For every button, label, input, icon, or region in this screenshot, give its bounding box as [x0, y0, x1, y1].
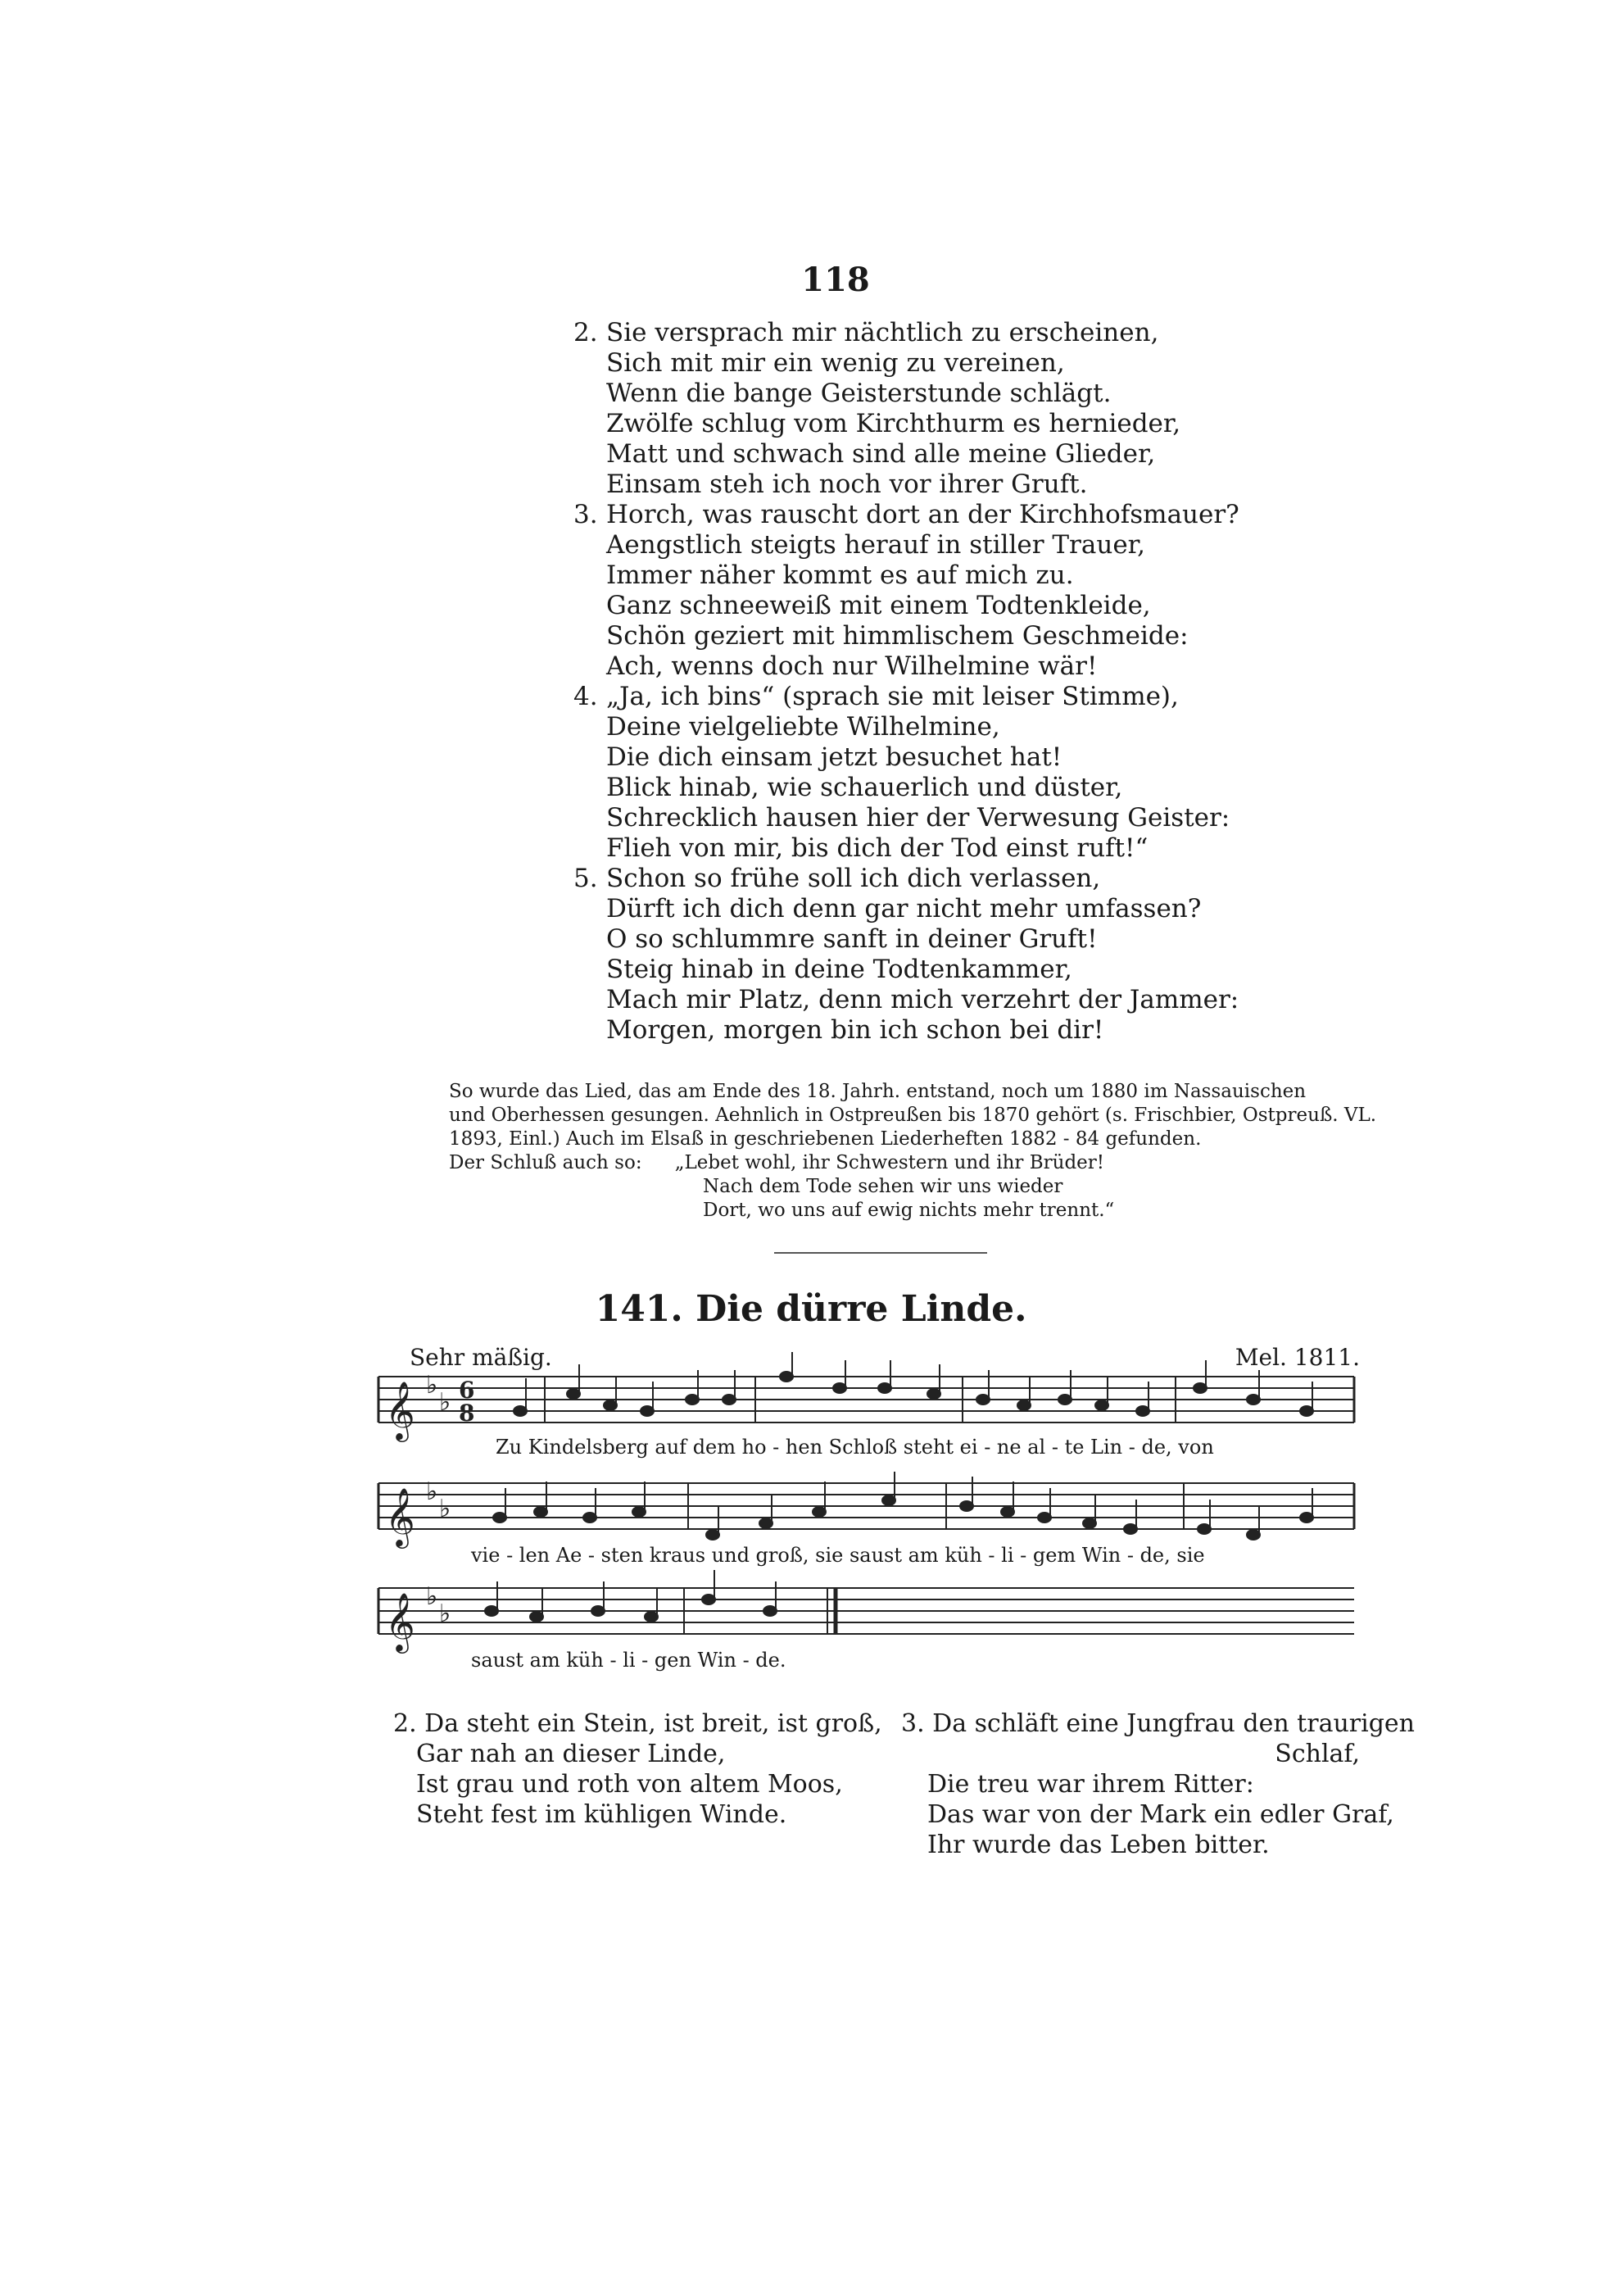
staff-3 — [378, 1588, 1354, 1634]
stanza-number: 3. — [901, 1709, 925, 1738]
stanza-number: 3. — [573, 500, 598, 529]
footnote-quote: Nach dem Tode sehen wir uns wieder — [703, 1176, 1063, 1197]
treble-clef-icon: 𝄞 — [385, 1591, 415, 1651]
poem-line: Wenn die bange Geisterstunde schlägt. — [606, 379, 1112, 408]
tempo-marking: Sehr mäßig. — [410, 1344, 552, 1371]
notes — [485, 1352, 1313, 1622]
time-signature-bottom: 8 — [459, 1400, 475, 1427]
poem-line: Morgen, morgen bin ich schon bei dir! — [606, 1015, 1104, 1045]
poem-line: Dürft ich dich denn gar nicht mehr umfassen? — [606, 894, 1202, 923]
song-number: 141. — [595, 1288, 683, 1330]
stanza-3 — [901, 1708, 1415, 1860]
stanza-line: 3. Da schläft eine Jungfrau den traurigen — [901, 1709, 1415, 1738]
footnote-line: So wurde das Lied, das am Ende des 18. Jahrh. entstand, noch um 1880 im Nassauischen — [449, 1081, 1307, 1102]
poem-line: Flieh von mir, bis dich der Tod einst ruft!“ — [606, 833, 1149, 863]
poem-line: Sich mit mir ein wenig zu vereinen, — [606, 348, 1065, 378]
flat-icon: ♭ — [426, 1582, 438, 1611]
poem-line: Die dich einsam jetzt besuchet hat! — [606, 742, 1062, 772]
flat-icon: ♭ — [439, 1599, 451, 1628]
staff-2 — [378, 1483, 1354, 1529]
stanza-number: 5. — [573, 864, 598, 893]
flat-icon: ♭ — [439, 1495, 451, 1523]
page-number: 118 — [801, 261, 870, 299]
song-title-text: Die dürre Linde. — [695, 1288, 1027, 1330]
lyrics-line: saust am küh - li - gen Win - de. — [471, 1649, 786, 1672]
footnote-quote: Dort, wo uns auf ewig nichts mehr trennt.“ — [703, 1200, 1115, 1221]
poem-line: Matt und schwach sind alle meine Glieder, — [606, 439, 1156, 469]
melody-reference: Mel. 1811. — [1235, 1344, 1360, 1371]
poem-line: 2. Sie versprach mir nächtlich zu erscheinen, — [573, 318, 1159, 347]
footnote-quote: „Lebet wohl, ihr Schwestern und ihr Brüder! — [674, 1152, 1105, 1173]
poem-line: O so schlummre sanft in deiner Gruft! — [606, 924, 1098, 954]
stanza-line: 2. Da steht ein Stein, ist breit, ist groß, — [393, 1709, 882, 1738]
poem-line: 3. Horch, was rauscht dort an der Kirchhofsmauer? — [573, 500, 1239, 529]
stanza-line: Die treu war ihrem Ritter: — [927, 1770, 1254, 1799]
poem-line: Ganz schneeweiß mit einem Todtenkleide, — [606, 591, 1151, 620]
lyrics-line: vie - len Ae - sten kraus und groß, sie saust am küh - li - gem Win - de, sie — [471, 1544, 1205, 1567]
poem-line: Aengstlich steigts herauf in stiller Trauer, — [606, 530, 1145, 560]
poem-line: Ach, wenns doch nur Wilhelmine wär! — [606, 651, 1098, 681]
flat-icon: ♭ — [426, 1371, 438, 1400]
stanza-number: 2. — [393, 1709, 417, 1738]
footnote-line: und Oberhessen gesungen. Aehnlich in Ostpreußen bis 1870 gehört (s. Frischbier, Ostpreuß. VL. — [449, 1105, 1377, 1126]
stanza-2 — [393, 1708, 882, 1830]
treble-clef-icon: 𝄞 — [385, 1486, 415, 1546]
stanza-number: 2. — [573, 318, 598, 347]
poem-line: Mach mir Platz, denn mich verzehrt der Jammer: — [606, 985, 1239, 1014]
stanza-line: Schlaf, — [1275, 1740, 1360, 1768]
stanza-line: Ihr wurde das Leben bitter. — [927, 1831, 1270, 1859]
stanza-line: Gar nah an dieser Linde, — [416, 1740, 726, 1768]
staff-1 — [378, 1377, 1354, 1423]
time-signature-top: 6 — [459, 1377, 475, 1404]
flat-icon: ♭ — [426, 1477, 438, 1506]
poem-line: Steig hinab in deine Todtenkammer, — [606, 955, 1072, 984]
poem-line: Zwölfe schlug vom Kirchthurm es hernieder, — [606, 409, 1181, 438]
stanza-line: Das war von der Mark ein edler Graf, — [927, 1800, 1394, 1829]
poem-line: 5. Schon so frühe soll ich dich verlassen, — [573, 864, 1101, 893]
treble-clef-icon: 𝄞 — [385, 1380, 415, 1440]
poem-line: 4. „Ja, ich bins“ (sprach sie mit leiser Stimme), — [573, 682, 1179, 711]
stanza-line: Ist grau und roth von altem Moos, — [416, 1770, 843, 1799]
poem-line: Schön geziert mit himmlischem Geschmeide: — [606, 621, 1189, 651]
footnote-lead: Der Schluß auch so: — [449, 1152, 642, 1173]
poem-line: Deine vielgeliebte Wilhelmine, — [606, 712, 1000, 742]
poem-line: Schrecklich hausen hier der Verwesung Geister: — [606, 803, 1230, 833]
footnote-line: 1893, Einl.) Auch im Elsaß in geschriebenen Liederheften 1882 - 84 gefunden. — [449, 1128, 1202, 1150]
poem-line: Einsam steh ich noch vor ihrer Gruft. — [606, 470, 1088, 499]
poem-line: Blick hinab, wie schauerlich und düster, — [606, 773, 1123, 802]
poem-line: Immer näher kommt es auf mich zu. — [606, 560, 1074, 590]
lyrics-line: Zu Kindelsberg auf dem ho - hen Schloß steht ei - ne al - te Lin - de, von — [496, 1436, 1214, 1459]
stanza-number: 4. — [573, 682, 598, 711]
flat-icon: ♭ — [439, 1388, 451, 1417]
stanza-line: Steht fest im kühligen Winde. — [416, 1800, 787, 1829]
